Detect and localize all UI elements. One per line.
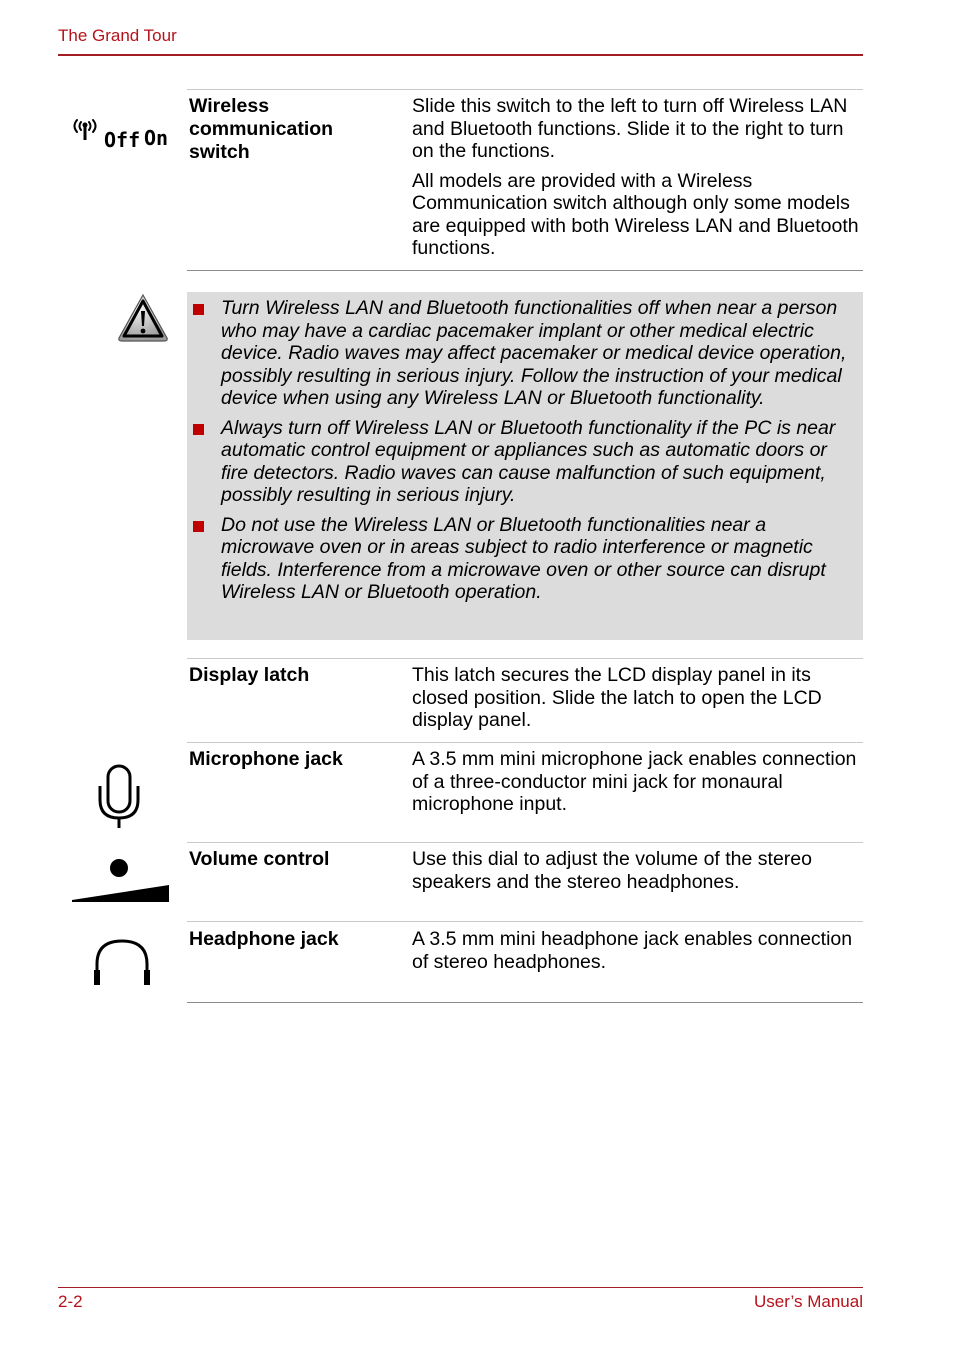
table-rule — [187, 89, 863, 90]
warning-triangle-icon — [116, 292, 170, 344]
caution-item — [187, 297, 857, 410]
manual-title: User’s Manual — [754, 1292, 863, 1311]
bullet-icon — [193, 424, 204, 435]
term-wireless-switch: Wireless communication switch — [189, 95, 334, 163]
desc-volume-control: Use this dial to adjust the volume of the stereo speakers and the stereo headphones. — [412, 848, 812, 893]
term-microphone-jack: Microphone jack — [189, 748, 343, 770]
caution-box — [187, 292, 863, 640]
term-display-latch: Display latch — [189, 664, 310, 686]
wireless-switch-icon — [70, 116, 174, 152]
caution-item — [187, 417, 857, 507]
switch-on-label: On — [144, 126, 169, 150]
table-rule — [187, 921, 863, 922]
header-rule — [58, 54, 863, 56]
term-headphone-jack: Headphone jack — [189, 928, 339, 950]
running-header: The Grand Tour — [58, 26, 177, 45]
table-rule — [187, 1002, 863, 1003]
switch-off-label: Off — [104, 128, 141, 152]
bullet-icon — [193, 521, 204, 532]
table-rule — [187, 658, 863, 659]
microphone-icon — [96, 762, 142, 830]
desc-paragraph: Slide this switch to the left to turn off Wireless LAN and Bluetooth functions. Slide it to the right to turn on the functions. — [412, 95, 848, 162]
caution-text: Always turn off Wireless LAN or Bluetooth functionality if the PC is near automatic control equipment or appliances such as automatic doors or fire detectors. Radio waves can cause malfunction of such equipment, possibly resulting in serious injury. — [221, 416, 836, 506]
desc-headphone-jack: A 3.5 mm mini headphone jack enables connection of stereo headphones. — [412, 928, 853, 973]
table-rule — [187, 842, 863, 843]
volume-icon — [70, 856, 170, 904]
term-volume-control: Volume control — [189, 848, 330, 870]
bullet-icon — [193, 304, 204, 315]
table-rule — [187, 742, 863, 743]
desc-paragraph: All models are provided with a Wireless Communication switch although only some models are equipped with both Wireless LAN and Bluetooth functions. — [412, 169, 859, 259]
footer-rule — [58, 1287, 863, 1288]
caution-text: Turn Wireless LAN and Bluetooth functionalities off when near a person who may have a cardiac pacemaker implant or other medical electric device. Radio waves may affect pacemaker or medical device operation, possibly resulting in serious injury. Follow the instruction of your medical device when using any Wireless LAN or Bluetooth functionality. — [221, 297, 847, 409]
caution-list — [187, 297, 857, 611]
desc-display-latch: This latch secures the LCD display panel in its closed position. Slide the latch to open the LCD display panel. — [412, 664, 822, 731]
caution-text: Do not use the Wireless LAN or Bluetooth functionalities near a microwave oven or in areas subject to radio interference or magnetic fields. Interference from a microwave oven or other source can disrupt Wireless LAN or Bluetooth operation. — [221, 513, 826, 603]
table-rule — [187, 270, 863, 271]
desc-microphone-jack: A 3.5 mm mini microphone jack enables connection of a three-conductor mini jack for monaural microphone input. — [412, 748, 857, 815]
caution-item — [187, 514, 857, 604]
desc-wireless-switch — [412, 95, 862, 267]
headphone-icon — [92, 938, 152, 988]
page-number: 2-2 — [58, 1292, 83, 1311]
